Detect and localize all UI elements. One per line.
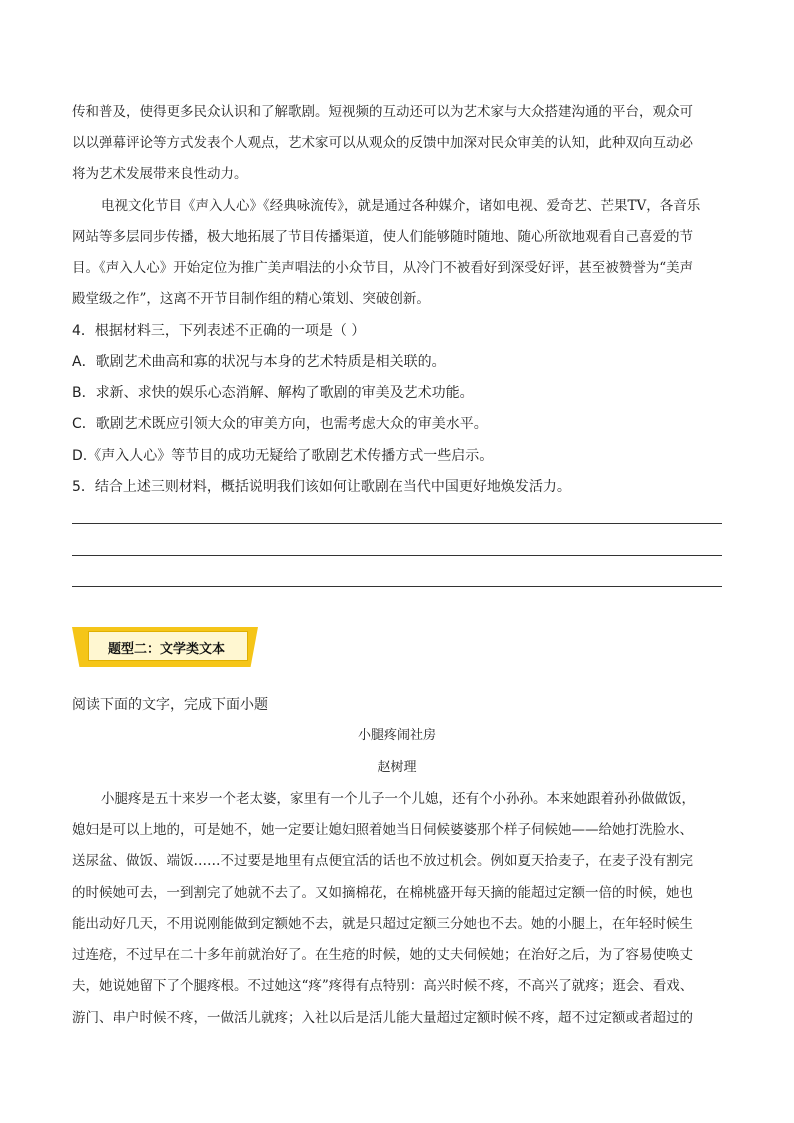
paragraph-line: 以以弹幕评论等方式发表个人观点，艺术家可以从观众的反馈中加深对民众审美的认知，此种双向互动必 xyxy=(72,135,693,151)
question-4: 4．根据材料三，下列表述不正确的一项是（ ） xyxy=(72,323,366,339)
question-5: 5．结合上述三则材料，概括说明我们该如何让歌剧在当代中国更好地焕发活力。 xyxy=(72,479,571,495)
paragraph-line: 过连疮，不过早在二十多年前就治好了。在生疮的时候，她的丈夫伺候她；在治好之后，为了容易使唤丈 xyxy=(72,947,693,963)
option-d: D.《声入人心》等节目的成功无疑给了歌剧艺术传播方式一些启示。 xyxy=(72,448,494,464)
option-b: B．求新、求快的娱乐心态消解、解构了歌剧的审美及艺术功能。 xyxy=(72,385,474,401)
paragraph-line: 殿堂级之作”，这离不开节目制作组的精心策划、突破创新。 xyxy=(72,291,430,307)
paragraph-line: 网站等多层同步传播，极大地拓展了节目传播渠道，使人们能够随时随地、随心所欲地观看自己喜爱的节 xyxy=(72,229,693,245)
paragraph-line: 能出动好几天，不用说刚能做到定额她不去，就是只超过定额三分她也不去。她的小腿上，在年轻时候生 xyxy=(72,916,693,932)
paragraph-line: 电视文化节目《声入人心》《经典咏流传》，就是通过各种媒介，诸如电视、爱奇艺、芒果TV，各音乐 xyxy=(101,198,701,214)
answer-line[interactable] xyxy=(72,586,722,587)
paragraph-line: 游门、串户时候不疼，一做活儿就疼；入社以后是活儿能大量超过定额时候不疼，超不过定额或者超过的 xyxy=(72,1010,693,1026)
paragraph-line: 夫，她说她留下了个腿疼根。不过她这“疼”疼得有点特别：高兴时候不疼，不高兴了就疼；逛会、看戏、 xyxy=(72,978,694,994)
option-a: A．歌剧艺术曲高和寡的状况与本身的艺术特质是相关联的。 xyxy=(72,354,446,370)
paragraph-line: 送尿盆、做饭、端饭……不过要是地里有点便宜活的话也不放过机会。例如夏天拾麦子，在麦子没有割完 xyxy=(72,853,693,869)
section-title: 题型二：文学类文本 xyxy=(108,642,226,657)
story-title: 小腿疼闹社房 xyxy=(357,728,436,743)
instruction-text: 阅读下面的文字，完成下面小题 xyxy=(72,697,268,713)
option-c: C．歌剧艺术既应引领大众的审美方向，也需考虑大众的审美水平。 xyxy=(72,416,488,432)
answer-line[interactable] xyxy=(72,555,722,556)
story-author: 赵树理 xyxy=(377,760,417,775)
paragraph-line: 的时候她可去，一到割完了她就不去了。又如摘棉花，在棉桃盛开每天摘的能超过定额一倍的时候，她也 xyxy=(72,885,693,901)
paragraph-line: 媳妇是可以上地的，可是她不，她一定要让媳妇照着她当日伺候婆婆那个样子伺候她——给她打洗脸水、 xyxy=(72,822,693,838)
section-banner xyxy=(72,627,258,667)
answer-line[interactable] xyxy=(72,523,722,524)
paragraph-line: 小腿疼是五十来岁一个老太婆，家里有一个儿子一个儿媳，还有个小孙孙。本来她跟着孙孙做做饭， xyxy=(101,791,695,807)
paragraph-line: 目。《声入人心》开始定位为推广美声唱法的小众节目，从冷门不被看好到深受好评，甚至被赞誉为“美声 xyxy=(72,260,694,276)
paragraph-line: 传和普及，使得更多民众认识和了解歌剧。短视频的互动还可以为艺术家与大众搭建沟通的平台，观众可 xyxy=(72,104,693,120)
paragraph-line: 将为艺术发展带来良性动力。 xyxy=(72,166,248,182)
